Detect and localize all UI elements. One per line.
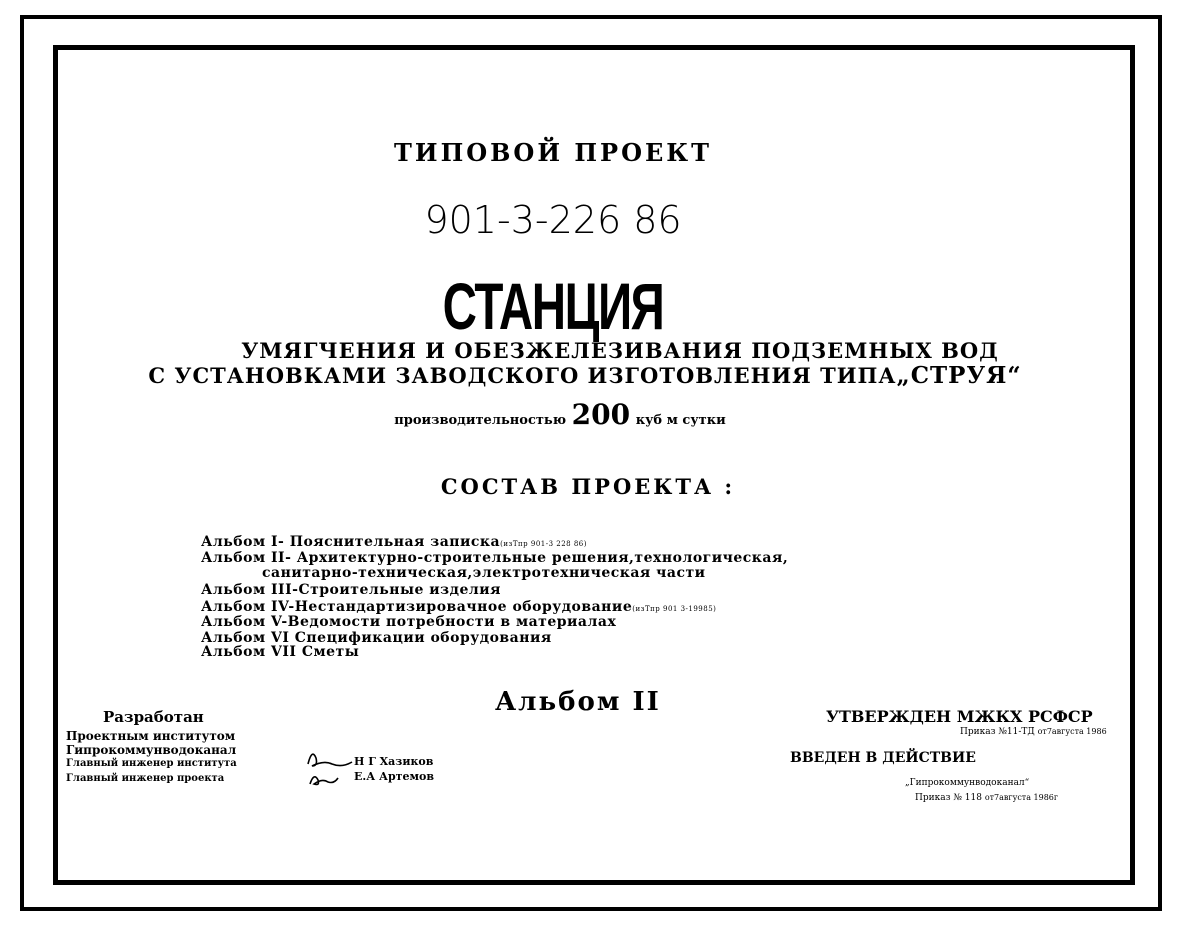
- approved-by: УТВЕРЖДЕН МЖКХ РСФСР: [826, 707, 1093, 726]
- enactment-order: [915, 793, 1058, 803]
- person-khazikov: Н Г Хазиков: [354, 755, 434, 768]
- album-text: Альбом IV-Нестандартизировачное оборудование: [201, 599, 633, 615]
- order-date: от7августа 1986: [1037, 727, 1107, 736]
- album-list-item: [201, 599, 716, 615]
- project-type: ТИПОВОЙ ПРОЕКТ: [394, 138, 712, 167]
- title-line2-name: „СТРУЯ“: [896, 362, 1022, 389]
- composition-heading: СОСТАВ ПРОЕКТА :: [440, 474, 736, 499]
- enacted: ВВЕДЕН В ДЕЙСТВИЕ: [790, 750, 976, 766]
- chief-engineer-institute-label: Главный инженер института: [66, 758, 237, 769]
- album-list-item: [201, 614, 616, 630]
- enacting-org: „Гипрокоммунводоканал“: [905, 778, 1030, 788]
- approval-order: [960, 727, 1107, 737]
- order-number: Приказ №11-ТД: [960, 727, 1035, 737]
- album-note: (изТпр 901 3-19985): [632, 605, 717, 613]
- album-list-item: [201, 582, 501, 598]
- title-main: СТАНЦИЯ: [442, 269, 664, 343]
- capacity: [394, 398, 726, 431]
- title-line1: УМЯГЧЕНИЯ И ОБЕЗЖЕЛЕЗИВАНИЯ ПОДЗЕМНЫХ ВОД: [241, 338, 999, 363]
- project-number: 901-3-226 86: [424, 198, 682, 242]
- order-date: от7августа 1986г: [984, 793, 1059, 802]
- album-text: Альбом VII Сметы: [201, 644, 360, 660]
- developer-heading: Разработан: [103, 708, 204, 726]
- title-line2: [148, 362, 1021, 389]
- signature-icon: [302, 744, 362, 790]
- album-list-item: [201, 534, 587, 550]
- person-artemov: Е.А Артемов: [354, 770, 435, 783]
- current-album: Альбом II: [495, 687, 661, 717]
- album-note: (изТпр 901-3 228 86): [500, 540, 587, 548]
- capacity-unit: куб м сутки: [635, 413, 726, 428]
- capacity-value: 200: [571, 398, 631, 431]
- album-text: Альбом II- Архитектурно-строительные решения,технологическая,: [201, 550, 789, 566]
- album-text: Альбом VI Спецификации оборудования: [201, 630, 552, 646]
- album-text: Альбом I- Пояснительная записка: [201, 534, 501, 550]
- order-number: Приказ № 118: [915, 793, 982, 803]
- album-text: санитарно-техническая,электротехническая части: [262, 565, 706, 581]
- developer-org: Гипрокоммунводоканал: [66, 743, 237, 757]
- title-line2-prefix: С УСТАНОВКАМИ ЗАВОДСКОГО ИЗГОТОВЛЕНИЯ ТИПА: [148, 363, 897, 388]
- album-text: Альбом V-Ведомости потребности в материалах: [201, 614, 617, 630]
- developer-institute: Проектным институтом: [66, 729, 236, 743]
- album-list-item: [262, 565, 706, 581]
- album-list-item: [201, 644, 359, 660]
- album-text: Альбом III-Строительные изделия: [201, 582, 501, 598]
- album-list-item: [201, 550, 788, 566]
- chief-engineer-project-label: Главный инженер проекта: [66, 773, 225, 784]
- capacity-prefix: производительностью: [394, 413, 567, 428]
